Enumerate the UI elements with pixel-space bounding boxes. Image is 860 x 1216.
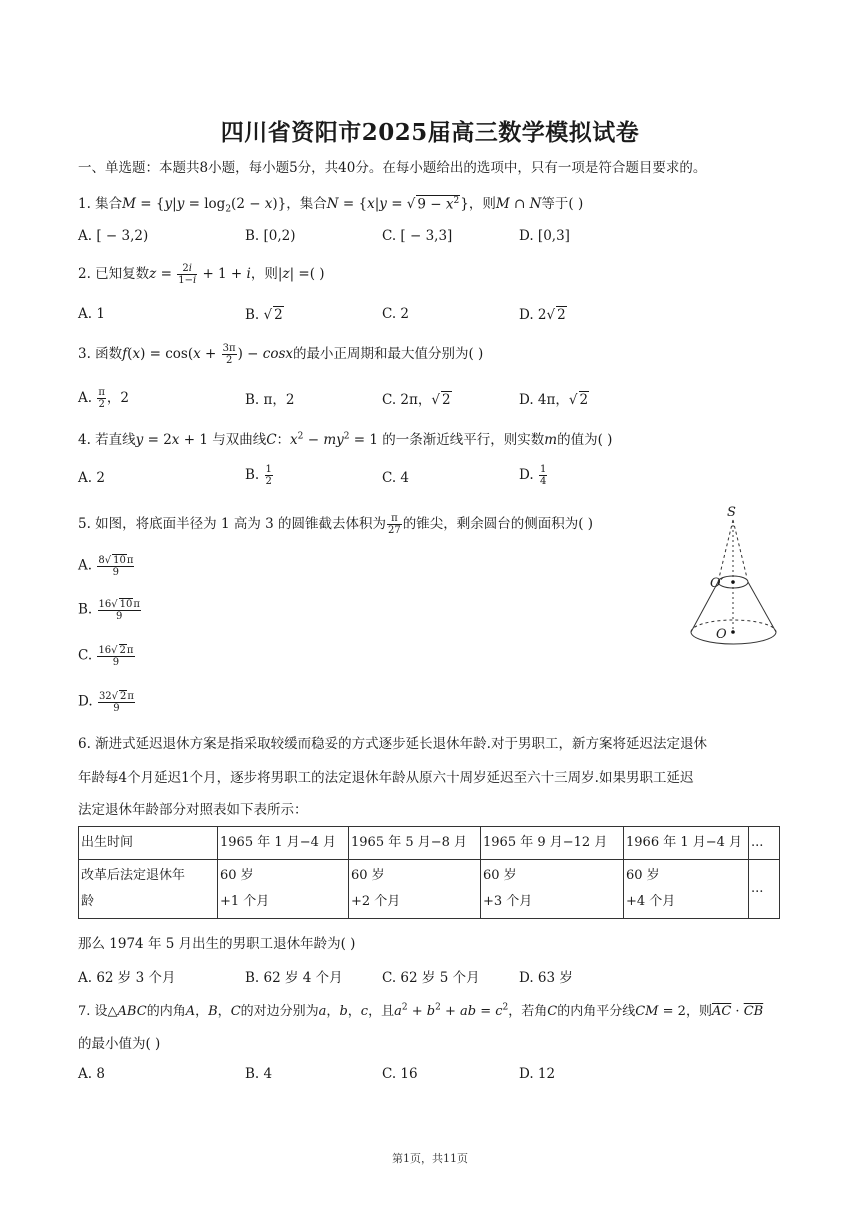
q3-suffix: 的最小正周期和最大值分别为( ) bbox=[293, 346, 484, 362]
question-3: 3. 函数f(x) = cos(x + $\frac{3\pi}{2}$ ) − cosx的最小正周期和最大值分别为( ) bbox=[78, 343, 484, 366]
table-cell: 60 岁 +4 个月 bbox=[624, 860, 749, 919]
table-cell: 1965 年 1 月−4 月 bbox=[218, 827, 349, 860]
table-cell: 1966 年 1 月−4 月 bbox=[624, 827, 749, 860]
q3-prefix: 3. 函数 bbox=[78, 346, 123, 362]
q6-line-2: 年龄每4个月延迟1个月，逐步将男职工的法定退休年龄从原六十周岁延迟至六十三周岁.如果男职工延迟 bbox=[78, 770, 694, 786]
q4-mid: 与双曲线 bbox=[207, 432, 267, 448]
retirement-table bbox=[78, 826, 780, 919]
label-s: S bbox=[727, 505, 736, 520]
q2-option-c: C. 2 bbox=[382, 306, 410, 322]
q3-option-a: A. $\frac{\pi}{2}$ ，2 bbox=[78, 387, 130, 410]
table-cell: ... bbox=[749, 827, 780, 860]
q7-option-d: D. 12 bbox=[519, 1066, 556, 1082]
q1-set-m: M bbox=[122, 196, 136, 212]
table-cell: 1965 年 9 月−12 月 bbox=[481, 827, 624, 860]
q5-prefix: 5. 如图，将底面半径为 1 高为 3 的圆锥截去体积为 bbox=[78, 516, 387, 532]
page-title: 四川省资阳市2025届高三数学模拟试卷 bbox=[220, 119, 640, 146]
q4-option-c: C. 4 bbox=[382, 470, 410, 486]
q6-option-a: A. 62 岁 3 个月 bbox=[78, 970, 176, 986]
q7-option-b: B. 4 bbox=[245, 1066, 273, 1082]
q6-line-3: 法定退休年龄部分对照表如下表所示： bbox=[78, 802, 308, 818]
q4-option-a: A. 2 bbox=[78, 470, 105, 486]
q6-question: 那么 1974 年 5 月出生的男职工退休年龄为( ) bbox=[78, 936, 356, 952]
table-cell: 出生时间 bbox=[79, 827, 218, 860]
label-o: O bbox=[716, 627, 727, 642]
q5-option-a: A. $\frac{8√ 10\pi}{9}$ bbox=[78, 555, 134, 578]
q1-option-c: C. [ − 3,3] bbox=[382, 228, 453, 244]
q2-option-b: B. √ 2 bbox=[245, 307, 283, 323]
question-2: 2. 已知复数z = $\frac{2i}{1-i}$ + 1 + i，则|z| =( ) bbox=[78, 263, 325, 286]
q1-option-d: D. [0,3] bbox=[519, 228, 570, 244]
q4-option-d: D. $\frac{1}{4}$ bbox=[519, 464, 547, 487]
q4-option-b: B. $\frac{1}{2}$ bbox=[245, 464, 272, 487]
q2-option-d: D. 2√ 2 bbox=[519, 307, 566, 323]
q1-end: 等于( ) bbox=[541, 196, 584, 212]
q3-option-c: C. 2π，√ 2 bbox=[382, 392, 451, 408]
q3-option-d: D. 4π，√ 2 bbox=[519, 392, 589, 408]
q2-option-a: A. 1 bbox=[78, 306, 105, 322]
q5-suffix: 的锥尖，剩余圆台的侧面积为( ) bbox=[402, 516, 594, 532]
q1-prefix: 1. 集合 bbox=[78, 196, 123, 212]
page-footer: 第1页，共11页 bbox=[392, 1152, 468, 1165]
cone-figure bbox=[686, 500, 786, 660]
q7-option-a: A. 8 bbox=[78, 1066, 105, 1082]
label-o-prime: O′ bbox=[710, 576, 724, 591]
q5-option-b: B. $\frac{16√ 10\pi}{9}$ bbox=[78, 599, 140, 622]
table-cell: ... bbox=[749, 860, 780, 919]
q5-option-d: D. $\frac{32√ 2\pi}{9}$ bbox=[78, 691, 134, 714]
q6-line-1: 6. 渐进式延迟退休方案是指采取较缓而稳妥的方式逐步延长退休年龄.对于男职工，新方案将延迟法定退休 bbox=[78, 736, 707, 752]
table-cell: 1965 年 5 月−8 月 bbox=[349, 827, 481, 860]
q1-suffix: ，则 bbox=[468, 196, 496, 212]
q7-line-2: 的最小值为( ) bbox=[78, 1036, 161, 1052]
section-heading: 一、单选题：本题共8小题，每小题5分，共40分。在每小题给出的选项中，只有一项是符合题目要求的。 bbox=[78, 160, 707, 176]
table-cell: 60 岁 +3 个月 bbox=[481, 860, 624, 919]
question-1: 1. 集合$M = \{y|y = \log_2(2 - x)\}$，集合N = {x|y = √ $9 - x^2$}，则M ∩ N等于( ) bbox=[78, 195, 584, 215]
table-row bbox=[79, 827, 780, 860]
q5-option-c: C. $\frac{16√ 2\pi}{9}$ bbox=[78, 645, 134, 668]
table-cell: 60 岁 +2 个月 bbox=[349, 860, 481, 919]
table-cell: 60 岁 +1 个月 bbox=[218, 860, 349, 919]
q6-option-b: B. 62 岁 4 个月 bbox=[245, 970, 343, 986]
q3-option-b: B. π，2 bbox=[245, 392, 295, 408]
q1-option-a: A. [ − 3,2) bbox=[78, 228, 149, 244]
question-4: 4. 若直线y = 2x + 1 与双曲线C：$x^2 - my^2 = 1$ 的一条渐近线平行，则实数m的值为( ) bbox=[78, 431, 613, 448]
q6-option-c: C. 62 岁 5 个月 bbox=[382, 970, 480, 986]
q1-mid: ，集合 bbox=[286, 196, 327, 212]
q4-end: 的值为( ) bbox=[557, 432, 613, 448]
q2-prefix: 2. 已知复数 bbox=[78, 266, 150, 282]
table-row bbox=[79, 860, 780, 919]
q7-option-c: C. 16 bbox=[382, 1066, 418, 1082]
q4-prefix: 4. 若直线 bbox=[78, 432, 136, 448]
q4-suffix: 的一条渐近线平行，则实数 bbox=[377, 432, 545, 448]
q6-option-d: D. 63 岁 bbox=[519, 970, 573, 986]
table-cell: 改革后法定退休年 龄 bbox=[79, 860, 218, 919]
question-7: 7. 设△ABC的内角A，B，C的对边分别为a，b，c，且$a^2 + b^2$ + ab = $c^2$，若角C的内角平分线CM = 2，则$\overline{AC} \cdot \overline{CB}$ bbox=[78, 1002, 764, 1019]
q2-end: =( ) bbox=[298, 266, 325, 282]
q1-option-b: B. [0,2) bbox=[245, 228, 296, 244]
q2-suffix: ，则 bbox=[250, 266, 278, 282]
question-5: 5. 如图，将底面半径为 1 高为 3 的圆锥截去体积为 $\frac{\pi}{27}$ 的锥尖，剩余圆台的侧面积为( ) bbox=[78, 513, 594, 536]
